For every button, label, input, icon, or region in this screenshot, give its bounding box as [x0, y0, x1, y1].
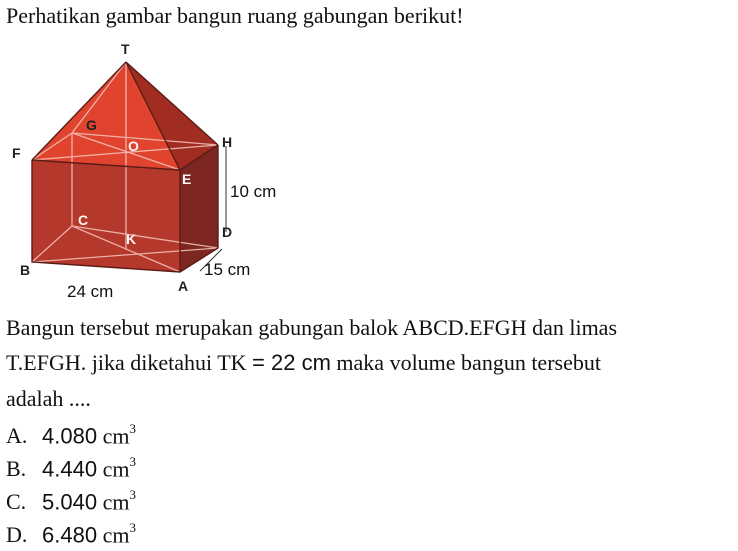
label-D: D — [222, 224, 233, 240]
label-B: B — [20, 262, 31, 278]
label-H: H — [222, 134, 233, 150]
option-d[interactable] — [6, 520, 136, 548]
question-line-3: adalah .... — [6, 386, 91, 411]
given-value: = 22 cm — [252, 350, 331, 375]
label-C: C — [78, 212, 89, 228]
option-letter: C. — [6, 489, 27, 515]
width-label: 15 cm — [204, 260, 251, 279]
label-T: T — [121, 41, 130, 57]
option-unit: cm — [102, 489, 130, 515]
label-E: E — [182, 171, 192, 187]
option-value: 4.440 — [42, 456, 98, 482]
question-line-1: Bangun tersebut merupakan gabungan balok ABCD.EFGH dan limas — [6, 315, 618, 340]
height-label: 10 cm — [230, 182, 277, 201]
option-letter: A. — [6, 423, 28, 449]
length-label: 24 cm — [67, 282, 114, 301]
option-unit: cm — [102, 423, 130, 449]
option-c[interactable] — [6, 487, 136, 515]
option-unit: cm — [102, 456, 130, 482]
option-unit: cm — [102, 522, 130, 548]
option-exponent: 3 — [129, 421, 136, 436]
box-front-face — [32, 160, 180, 272]
option-a[interactable] — [6, 421, 136, 449]
label-O: O — [128, 138, 139, 154]
label-F: F — [12, 145, 21, 161]
option-letter: D. — [6, 522, 28, 548]
option-letter: B. — [6, 456, 27, 482]
label-K: K — [126, 231, 137, 247]
question-line-2c: maka volume bangun tersebut — [330, 350, 601, 375]
option-value: 5.040 — [42, 489, 98, 515]
composite-solid-figure — [0, 35, 300, 307]
label-A: A — [178, 278, 189, 294]
label-G: G — [86, 117, 97, 133]
option-exponent: 3 — [129, 454, 136, 469]
question-line-2a: T.EFGH. jika diketahui TK — [6, 350, 253, 375]
question-intro: Perhatikan gambar bangun ruang gabungan berikut! — [6, 3, 464, 28]
option-exponent: 3 — [129, 487, 136, 502]
question-line-2 — [6, 352, 601, 374]
option-value: 4.080 — [42, 423, 98, 449]
option-value: 6.480 — [42, 522, 98, 548]
option-b[interactable] — [6, 454, 136, 482]
option-exponent: 3 — [129, 520, 136, 535]
